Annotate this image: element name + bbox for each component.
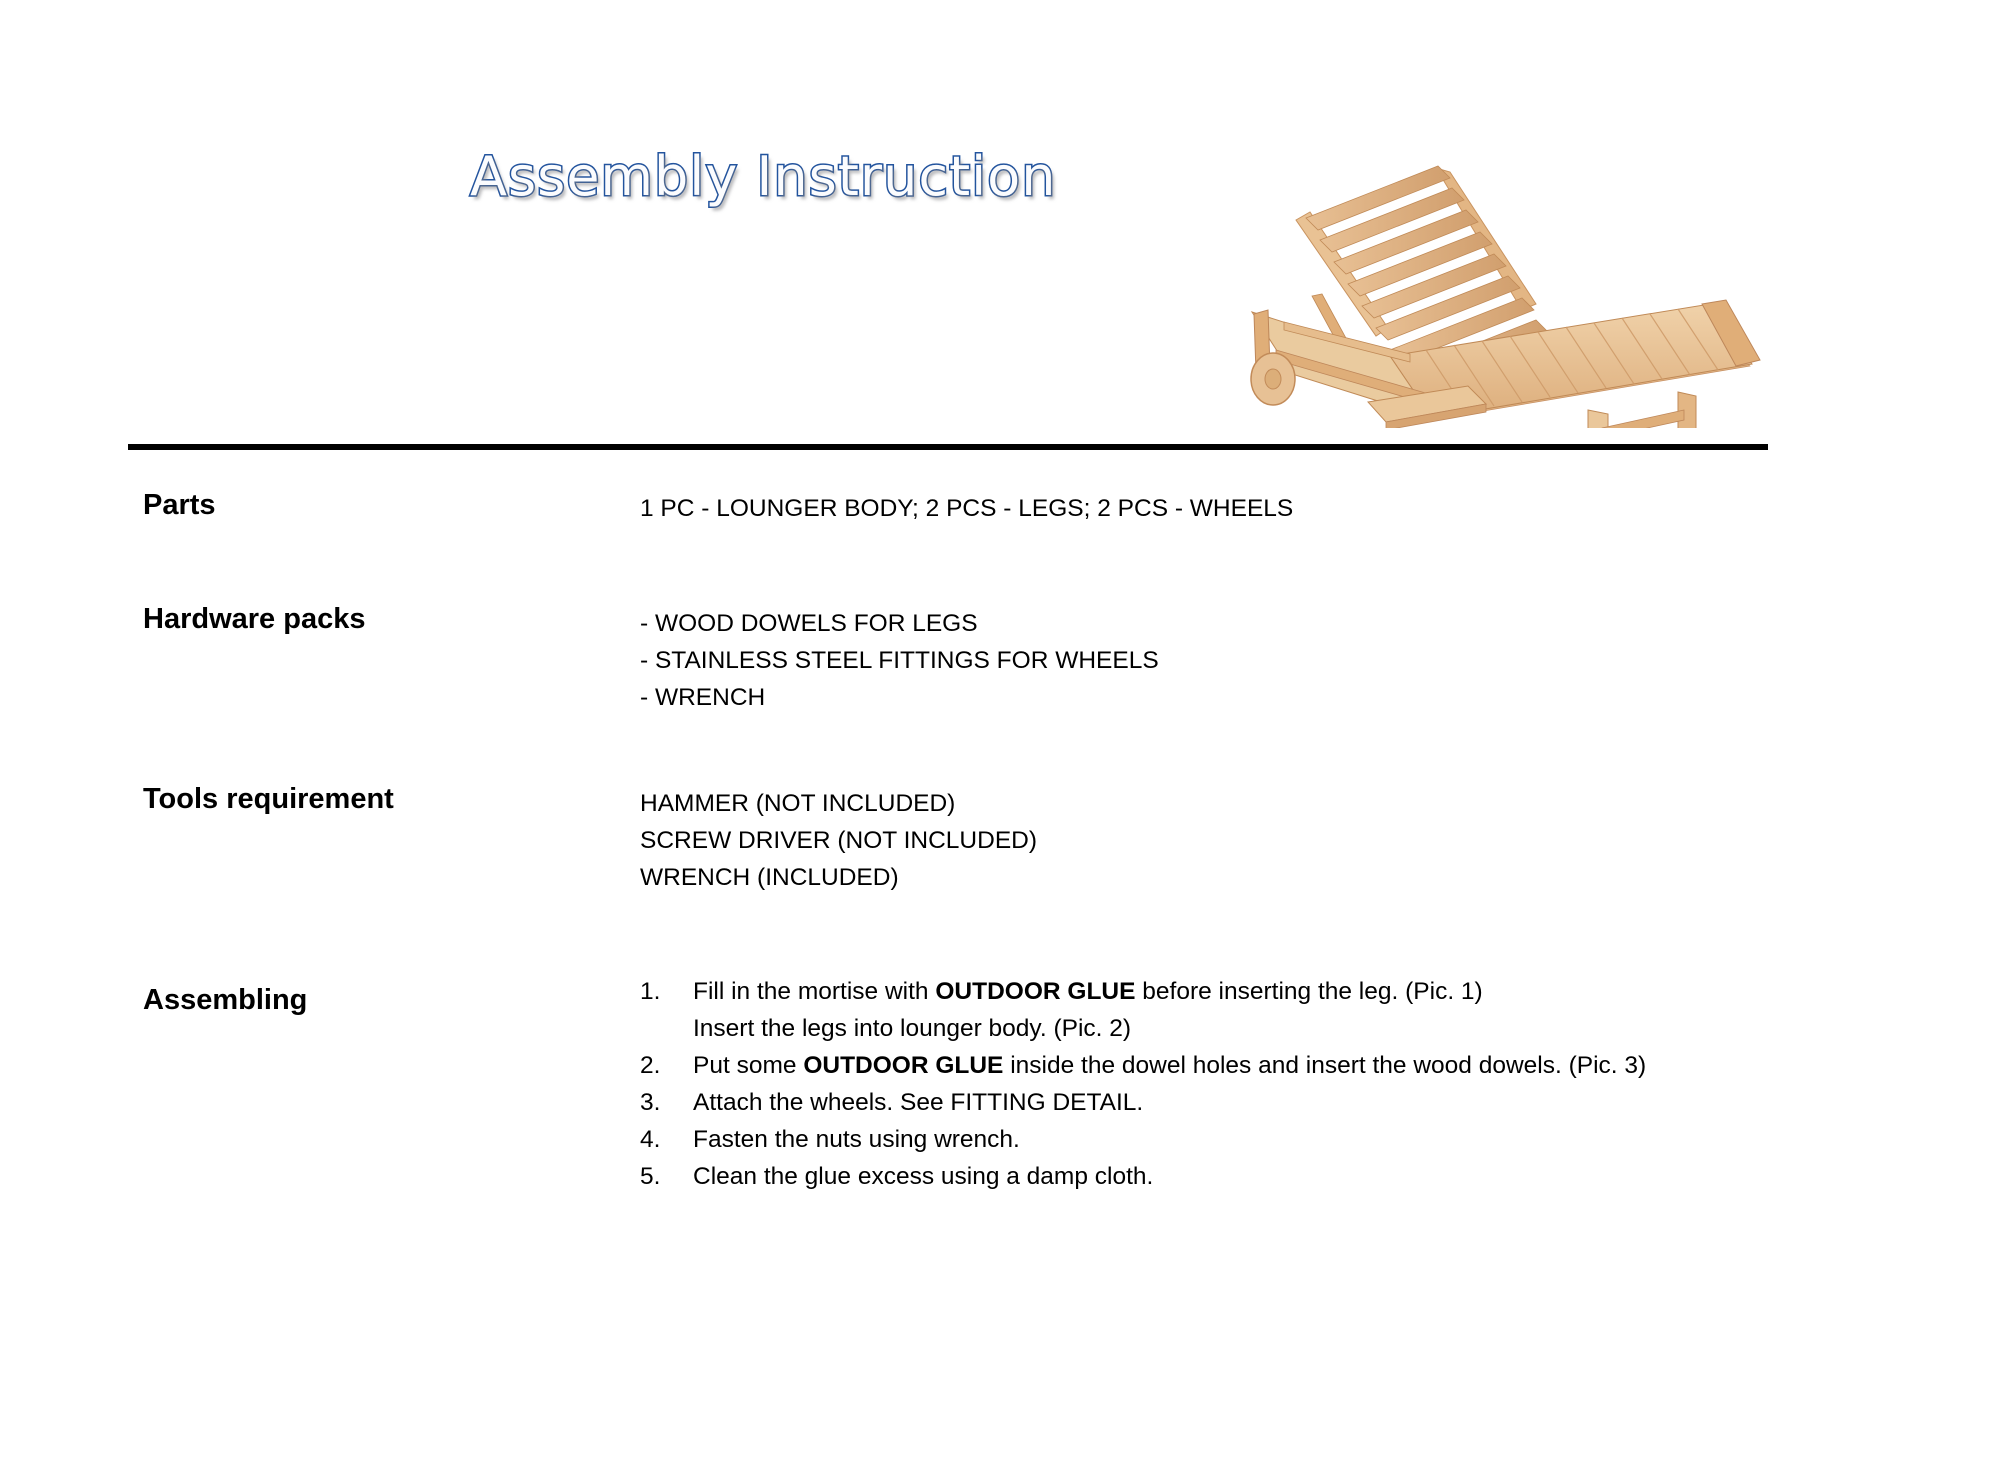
step-text-bold: OUTDOOR GLUE — [803, 1052, 1004, 1079]
step-text-before: Put some — [693, 1052, 804, 1079]
step-text — [693, 1047, 1646, 1084]
step-text: Clean the glue excess using a damp cloth. — [693, 1163, 1154, 1190]
parts-heading: Parts — [143, 489, 216, 521]
step-number: 1. — [640, 978, 661, 1005]
step-text-after: before inserting the leg. (Pic. 1) — [1135, 978, 1483, 1005]
step-text-bold: OUTDOOR GLUE — [935, 978, 1136, 1005]
sun-lounger-illustration — [1240, 128, 1800, 428]
header-divider-rule — [128, 444, 1768, 450]
page-title: Assembly Instruction — [470, 145, 1057, 208]
lounger-legs — [1588, 392, 1696, 428]
document-title-wrapper — [470, 142, 1170, 222]
step-text — [693, 973, 1483, 1010]
parts-body — [640, 490, 1293, 527]
tools-line: HAMMER (NOT INCLUDED) — [640, 790, 956, 817]
hardware-line: - WOOD DOWELS FOR LEGS — [640, 610, 978, 637]
tools-requirement-heading: Tools requirement — [143, 783, 394, 815]
tools-line: SCREW DRIVER (NOT INCLUDED) — [640, 827, 1038, 854]
assembling-heading: Assembling — [143, 984, 308, 1016]
sun-lounger-product-image — [1240, 128, 1800, 428]
step-text-before: Fill in the mortise with — [693, 978, 936, 1005]
step-number: 3. — [640, 1089, 661, 1116]
tools-line: WRENCH (INCLUDED) — [640, 864, 899, 891]
assembling-step-subline: Insert the legs into lounger body. (Pic. 2) — [693, 1015, 1132, 1042]
hardware-line: - STAINLESS STEEL FITTINGS FOR WHEELS — [640, 647, 1159, 674]
hardware-packs-body — [640, 605, 1159, 716]
assembling-step — [640, 1047, 1646, 1084]
lounger-wheel — [1251, 353, 1295, 405]
assembling-step — [640, 973, 1646, 1010]
step-text-after: inside the dowel holes and insert the wood dowels. (Pic. 3) — [1003, 1052, 1647, 1079]
tools-requirement-body — [640, 785, 1037, 896]
parts-line: 1 PC - LOUNGER BODY; 2 PCS - LEGS; 2 PCS - WHEELS — [640, 495, 1294, 522]
hardware-line: - WRENCH — [640, 684, 766, 711]
step-text: Fasten the nuts using wrench. — [693, 1126, 1020, 1153]
assembling-steps-list — [640, 973, 1646, 1195]
step-number: 4. — [640, 1126, 661, 1153]
assembling-step — [640, 1121, 1646, 1158]
step-number: 2. — [640, 1052, 661, 1079]
assembling-step — [640, 1084, 1646, 1121]
hardware-packs-heading: Hardware packs — [143, 603, 366, 635]
step-text: Attach the wheels. See FITTING DETAIL. — [693, 1089, 1144, 1116]
step-number: 5. — [640, 1163, 661, 1190]
assembling-step — [640, 1158, 1646, 1195]
